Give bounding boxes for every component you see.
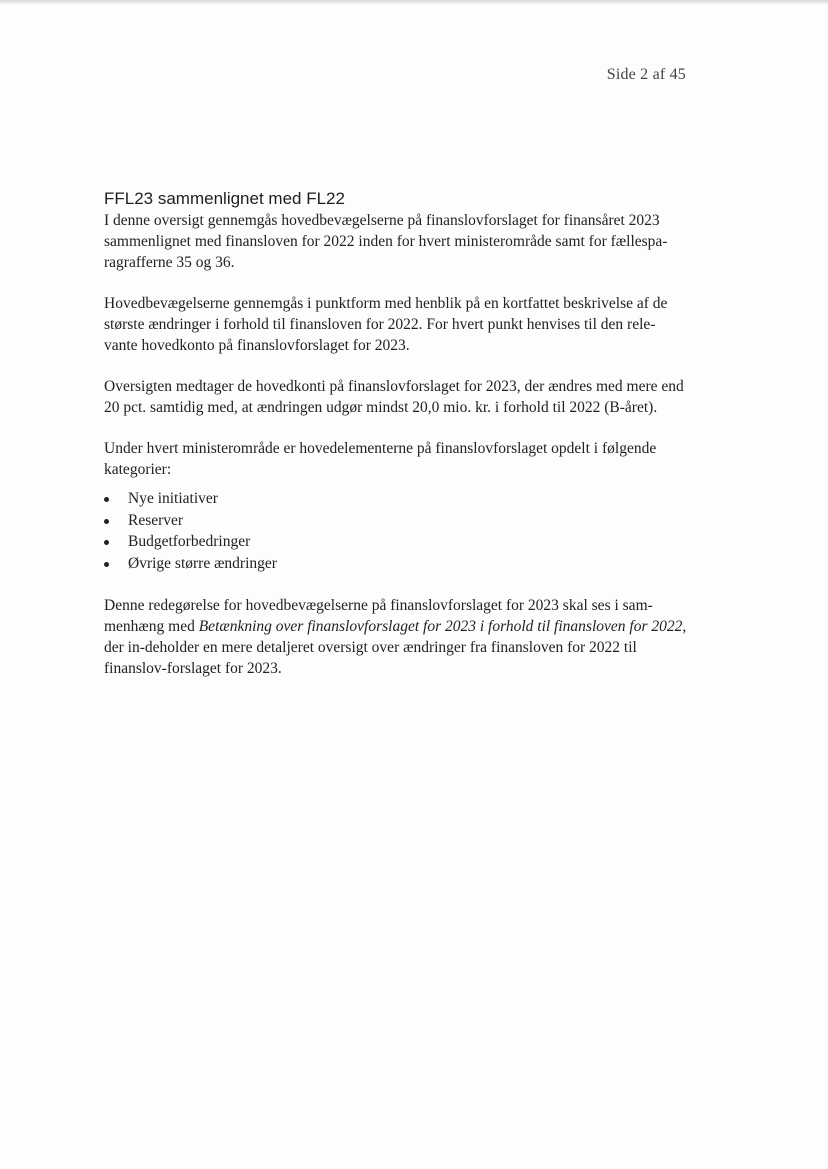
bullet-icon <box>104 562 109 567</box>
list-item <box>104 488 688 510</box>
page-number: Side 2 af 45 <box>606 66 686 83</box>
bullet-icon <box>104 540 109 545</box>
bullet-icon <box>104 497 109 502</box>
reference-text-after: , der in-deholder en mere detaljeret oversigt over ændringer fra finansloven for 2022 til finanslov-forslaget for 2023. <box>104 618 687 677</box>
section-content <box>104 188 688 699</box>
paragraph-method: Hovedbevægelserne gennemgås i punktform med henblik på en kortfattet beskrivelse af de største ændringer i forhold til finansloven for 2022. For hvert punkt henvises til den rele-vante hovedkonto på finanslovforslaget for 2023. <box>104 295 668 354</box>
list-item-label: Øvrige større ændringer <box>128 554 277 572</box>
paragraph-reference <box>104 595 688 679</box>
list-item <box>104 531 688 553</box>
list-item-label: Reserver <box>128 511 184 529</box>
paragraph-categories-intro: Under hvert ministerområde er hovedelementerne på finanslovforslaget opdelt i følgende kategorier: <box>104 440 657 478</box>
list-item <box>104 553 688 575</box>
reference-text-before: Denne redegørelse for hovedbevægelserne på finanslovforslaget for 2023 skal ses i sam-menhæng med <box>104 597 653 635</box>
bullet-icon <box>104 519 109 524</box>
list-item <box>104 510 688 532</box>
categories-list <box>104 488 688 574</box>
paragraph-intro: I denne oversigt gennemgås hovedbevægelserne på finanslovforslaget for finansåret 2023 sammenlignet med finansloven for 2022 inden for hvert ministerområde samt for fællespa-ragrafferne 35 og 36. <box>104 212 668 271</box>
page-top-edge <box>0 0 828 4</box>
paragraph-scope: Oversigten medtager de hovedkonti på finanslovforslaget for 2023, der ændres med mere end 20 pct. samtidig med, at ændringen udgør mindst 20,0 mio. kr. i forhold til 2022 (B-året). <box>104 378 684 416</box>
reference-document-title: Betænkning over finanslovforslaget for 2023 i forhold til finansloven for 2022 <box>198 618 683 635</box>
section-heading: FFL23 sammenlignet med FL22 <box>104 189 345 208</box>
list-item-label: Budgetforbedringer <box>128 533 251 550</box>
list-item-label: Nye initiativer <box>128 490 218 507</box>
